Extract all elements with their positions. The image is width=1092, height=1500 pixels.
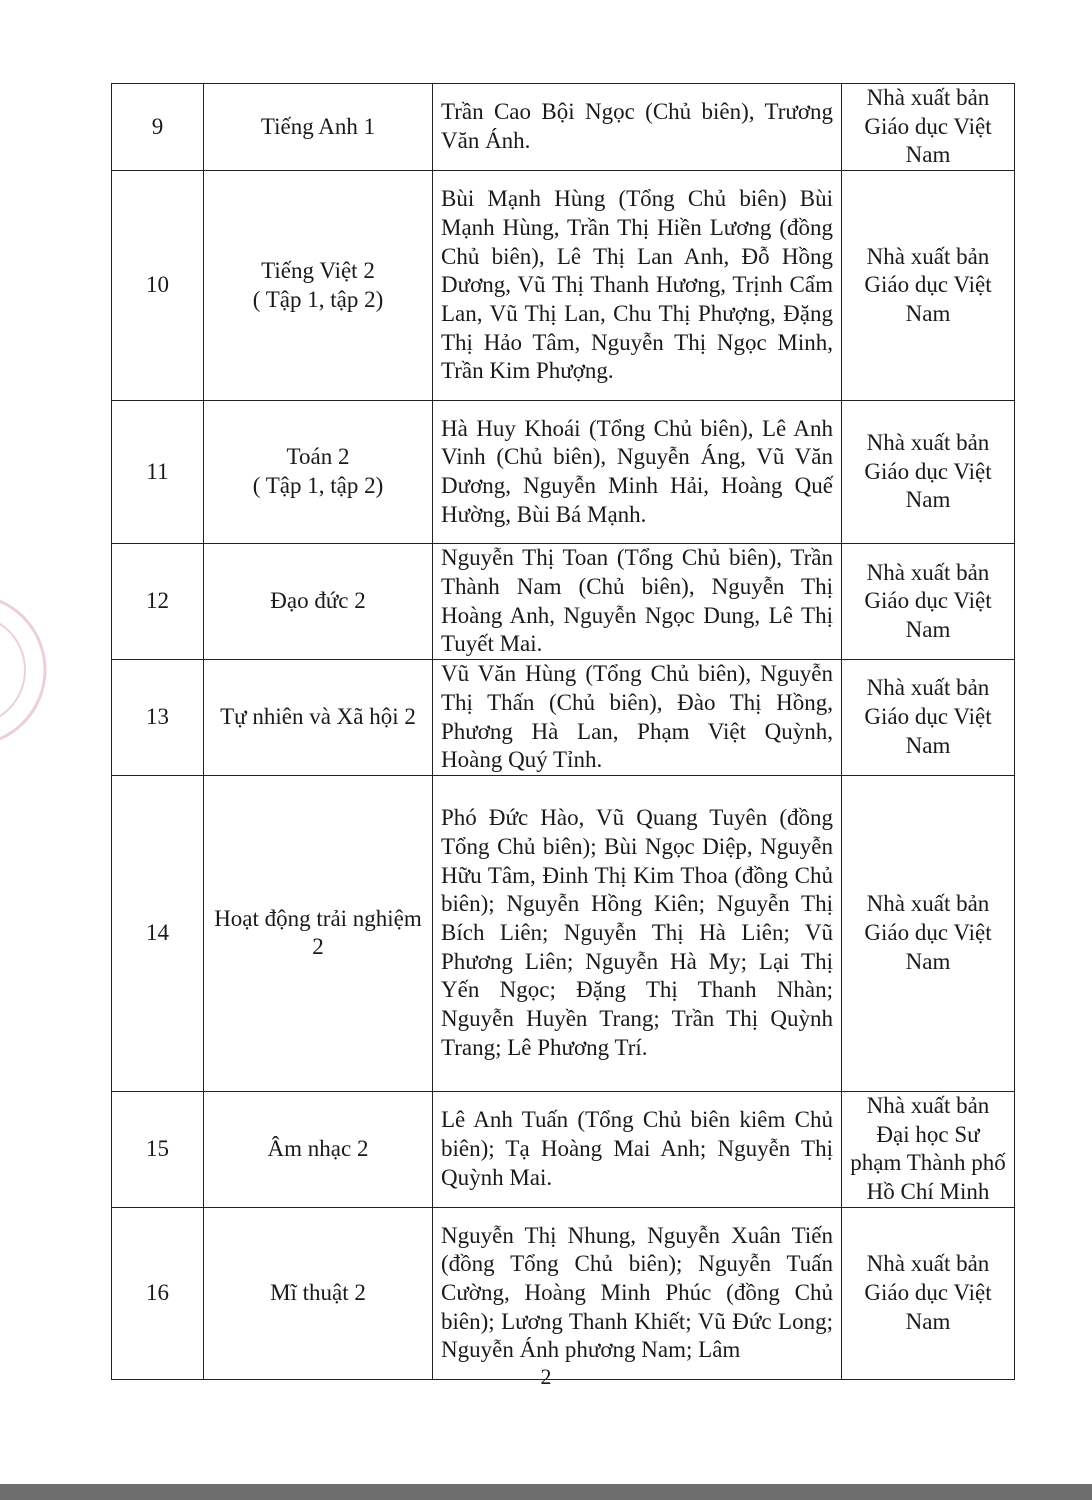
- authors: Hà Huy Khoái (Tổng Chủ biên), Lê Anh Vinh (Chủ biên), Nguyễn Áng, Vũ Văn Dương, Nguyễn Minh Hải, Hoàng Quế Hường, Bùi Bá Mạnh.: [433, 401, 842, 544]
- publisher: Nhà xuất bản Giáo dục Việt Nam: [842, 660, 1015, 776]
- authors: Lê Anh Tuấn (Tổng Chủ biên kiêm Chủ biên); Tạ Hoàng Mai Anh; Nguyễn Thị Quỳnh Mai.: [433, 1091, 842, 1207]
- authors: Vũ Văn Hùng (Tổng Chủ biên), Nguyễn Thị Thấn (Chủ biên), Đào Thị Hồng, Phương Hà Lan, Phạm Việt Quỳnh, Hoàng Quý Tỉnh.: [433, 660, 842, 776]
- row-number: 11: [112, 401, 204, 544]
- table-row: [112, 544, 1015, 660]
- table-row: [112, 775, 1015, 1091]
- authors: Trần Cao Bội Ngọc (Chủ biên), Trương Văn Ánh.: [433, 84, 842, 171]
- book-title: Tiếng Việt 2 ( Tập 1, tập 2): [204, 171, 433, 401]
- publisher: Nhà xuất bản Đại học Sư phạm Thành phố Hồ Chí Minh: [842, 1091, 1015, 1207]
- table-row: [112, 84, 1015, 171]
- book-title: Tự nhiên và Xã hội 2: [204, 660, 433, 776]
- book-title: Hoạt động trải nghiệm 2: [204, 775, 433, 1091]
- book-title: Âm nhạc 2: [204, 1091, 433, 1207]
- authors: Nguyễn Thị Toan (Tổng Chủ biên), Trần Thành Nam (Chủ biên), Nguyễn Thị Hoàng Anh, Nguyễn Ngọc Dung, Lê Thị Tuyết Mai.: [433, 544, 842, 660]
- row-number: 14: [112, 775, 204, 1091]
- book-title: Toán 2 ( Tập 1, tập 2): [204, 401, 433, 544]
- row-number: 16: [112, 1207, 204, 1379]
- book-title: Tiếng Anh 1: [204, 84, 433, 171]
- authors: Phó Đức Hào, Vũ Quang Tuyên (đồng Tổng Chủ biên); Bùi Ngọc Diệp, Nguyễn Hữu Tâm, Đinh Thị Kim Thoa (đồng Chủ biên); Nguyễn Hồng Kiên; Nguyễn Thị Bích Liên; Nguyễn Thị Hà Liên; Vũ Phương Liên; Nguyễn Hà My; Lại Thị Yến Ngọc; Đặng Thị Thanh Nhàn; Nguyễn Huyền Trang; Trần Thị Quỳnh Trang; Lê Phương Trí.: [433, 775, 842, 1091]
- authors: Bùi Mạnh Hùng (Tổng Chủ biên) Bùi Mạnh Hùng, Trần Thị Hiền Lương (đồng Chủ biên), Lê Thị Lan Anh, Đỗ Hồng Dương, Vũ Thị Thanh Hương, Trịnh Cẩm Lan, Vũ Thị Lan, Chu Thị Phượng, Đặng Thị Hảo Tâm, Nguyễn Thị Ngọc Minh, Trần Kim Phượng.: [433, 171, 842, 401]
- table-body: [112, 84, 1015, 1380]
- textbook-table: [111, 83, 1015, 1380]
- publisher: Nhà xuất bản Giáo dục Việt Nam: [842, 1207, 1015, 1379]
- book-title: Mĩ thuật 2: [204, 1207, 433, 1379]
- book-title: Đạo đức 2: [204, 544, 433, 660]
- row-number: 13: [112, 660, 204, 776]
- table-row: [112, 1091, 1015, 1207]
- page-number: 2: [540, 1364, 552, 1389]
- table-row: [112, 1207, 1015, 1379]
- table-row: [112, 171, 1015, 401]
- table-row: [112, 401, 1015, 544]
- scan-edge-bar: [0, 1484, 1092, 1500]
- row-number: 15: [112, 1091, 204, 1207]
- publisher: Nhà xuất bản Giáo dục Việt Nam: [842, 401, 1015, 544]
- publisher: Nhà xuất bản Giáo dục Việt Nam: [842, 84, 1015, 171]
- table-row: [112, 660, 1015, 776]
- authors: Nguyễn Thị Nhung, Nguyễn Xuân Tiến (đồng Tổng Chủ biên); Nguyễn Tuấn Cường, Hoàng Minh Phúc (đồng Chủ biên); Lương Thanh Khiết; Vũ Đức Long; Nguyễn Ánh phương Nam; Lâm: [433, 1207, 842, 1379]
- row-number: 12: [112, 544, 204, 660]
- publisher: Nhà xuất bản Giáo dục Việt Nam: [842, 544, 1015, 660]
- row-number: 10: [112, 171, 204, 401]
- publisher: Nhà xuất bản Giáo dục Việt Nam: [842, 171, 1015, 401]
- red-seal-stamp: [0, 570, 50, 770]
- row-number: 9: [112, 84, 204, 171]
- publisher: Nhà xuất bản Giáo dục Việt Nam: [842, 775, 1015, 1091]
